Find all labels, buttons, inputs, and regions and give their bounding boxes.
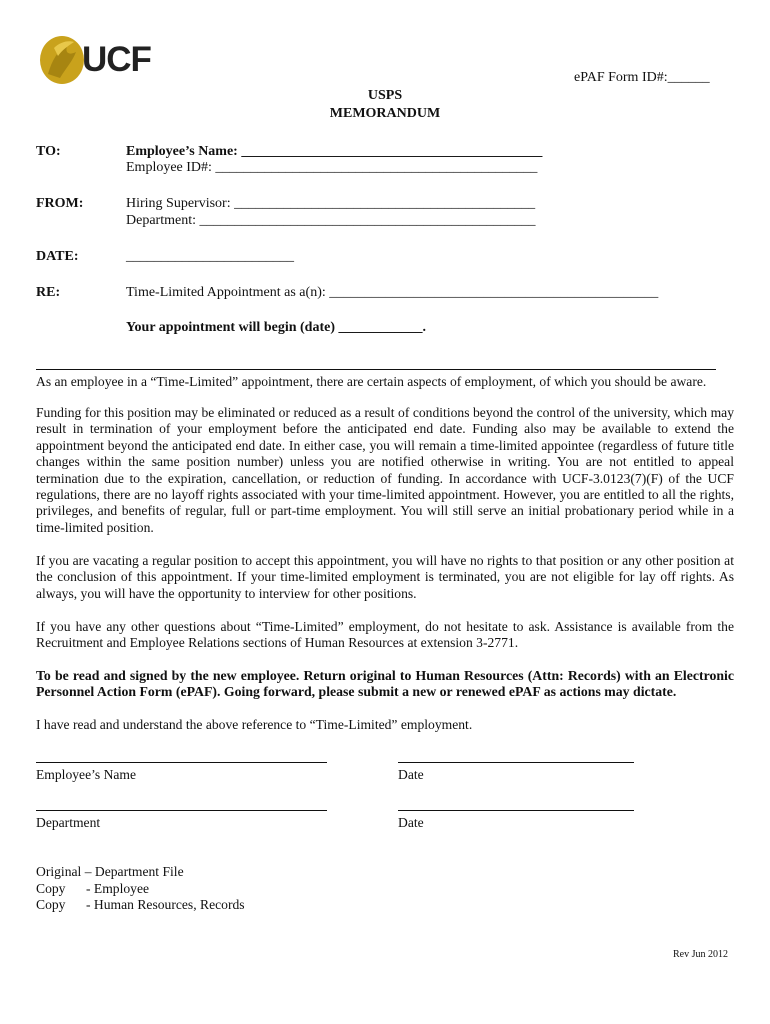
to-label: TO: (36, 144, 61, 159)
re-label: RE: (36, 285, 61, 300)
logo-wordmark: UCF (82, 40, 151, 79)
employee-name-line: Employee’s Name: ___________________________________________ (126, 144, 543, 159)
department-label: Department (36, 815, 101, 830)
pegasus-icon (38, 34, 86, 86)
from-label: FROM: (36, 196, 84, 211)
department-signature-line[interactable] (36, 810, 327, 811)
distribution-copy-2-target: - Human Resources, Records (86, 897, 245, 912)
funding-paragraph: Funding for this position may be eliminated or reduced as a result of conditions beyond the control of the university, which may result in termination of your employment before the anticipated end date. Funding also may be available to extend the appointment beyond the anticipated end date. In either case, you will remain a time-limited appointee (regardless of future title changes within the same position number) unless you are notified otherwise in writing. You are not entitled to appeal termination due to the expiration, cancellation, or reduction of funding. In accordance with UCF-3.0123(7)(F) of the UCF regulations, there are no layoff rights associated with your time-limited appointment. However, you are entitled to all the rights, privileges, and benefits of regular, full or part-time employment. You will still serve an initial probationary period while in a time-limited position. (36, 405, 734, 535)
distribution-original: Original – Department File (36, 864, 184, 879)
employee-name-field[interactable] (126, 144, 542, 160)
acknowledgement-text: I have read and understand the above reference to “Time-Limited” employment. (36, 717, 473, 732)
employee-id-field[interactable]: Employee ID#: ______________________________________________ (126, 160, 538, 175)
distribution-copy-1: Copy (36, 881, 66, 896)
appointment-type-field[interactable]: Time-Limited Appointment as a(n): _______________________________________________ (126, 285, 659, 300)
distribution-copy-2: Copy (36, 897, 66, 912)
form-id: ePAF Form ID#:______ (574, 70, 710, 85)
title-usps: USPS (367, 88, 403, 103)
distribution-copy-1-target: - Employee (86, 881, 150, 896)
date-field[interactable]: ________________________ (126, 249, 294, 264)
ucf-logo (38, 34, 168, 86)
questions-paragraph: If you have any other questions about “Time-Limited” employment, do not hesitate to ask. Assistance is available from the Recruitment and Employee Relations sections of Human Resources at extension 3-2771. (36, 619, 734, 651)
revision-date: Rev Jun 2012 (673, 949, 728, 960)
employee-name-label: Employee’s Name (36, 767, 137, 782)
intro-text: As an employee in a “Time-Limited” appointment, there are certain aspects of employment, of which you should be aware. (36, 374, 707, 389)
hiring-supervisor-field[interactable]: Hiring Supervisor: ___________________________________________ (126, 196, 536, 211)
date-label-1: Date (398, 767, 424, 782)
date-signature-line-1[interactable] (398, 762, 634, 763)
department-field[interactable]: Department: ________________________________________________ (126, 213, 536, 228)
date-label: DATE: (36, 249, 79, 264)
begin-date-field[interactable]: Your appointment will begin (date) ____________. (126, 320, 426, 335)
date-signature-line-2[interactable] (398, 810, 634, 811)
vacating-paragraph: If you are vacating a regular position to accept this appointment, you will have no rights to that position or any other position at the conclusion of this appointment. If your time-limited employment is terminated, you are not eligible for lay off rights. As always, you will have the opportunity to interview for other positions. (36, 553, 734, 601)
separator-rule (36, 369, 716, 370)
instructions-paragraph: To be read and signed by the new employee. Return original to Human Resources (Attn: Records) with an Electronic Personnel Action Form (ePAF). Going forward, please submit a new or renewed ePAF as actions may dictate. (36, 668, 734, 700)
title-memorandum: MEMORANDUM (329, 106, 441, 121)
employee-signature-line[interactable] (36, 762, 327, 763)
date-label-2: Date (398, 815, 424, 830)
